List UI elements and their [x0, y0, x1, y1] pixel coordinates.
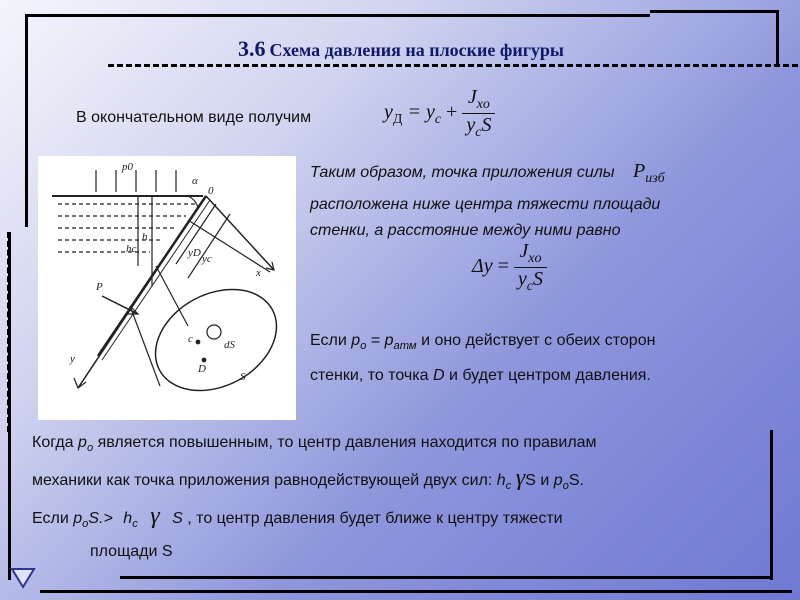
- intro-text: В окончательном виде получим: [76, 109, 312, 126]
- paragraph-1: [310, 158, 770, 244]
- paragraph-1-line-2: расположена ниже центра тяжести площади: [310, 196, 661, 213]
- frame-top-line: [25, 14, 650, 17]
- paragraph-3-line-2: механики как точка приложения равнодействующей двух сил: $h_c$ γS и $p_oS$.: [32, 465, 584, 493]
- paragraph-3: [32, 428, 772, 501]
- proj-line-3: [188, 220, 270, 272]
- label-alpha: α: [192, 175, 198, 187]
- paragraph-4-line-1: Если $p_oS.> h_c$ γ S , то центр давления будет ближе к центру тяжести: [32, 503, 563, 531]
- frame-bottom-line: [120, 576, 773, 579]
- ds-element: [207, 325, 221, 339]
- label-h: h: [142, 231, 148, 243]
- label-yd: yD: [188, 247, 201, 259]
- paragraph-1-line-1: Таким образом, точка приложения силы $P_{изб}$: [310, 160, 665, 186]
- formula2-lhs: Δy: [472, 255, 493, 278]
- paragraph-2-line-1: Если $p_o = p_{атм}$ и оно действует с обеих сторон: [310, 332, 656, 353]
- label-x: x: [256, 267, 261, 279]
- d-point: [202, 358, 206, 362]
- slide-nav-button[interactable]: [10, 566, 36, 595]
- frame-left-line: [25, 14, 28, 227]
- paragraph-3-line-1: Когда $p_o$ является повышенным, то центр давления находится по правилам: [32, 434, 597, 455]
- formula1-lhs: $y_Д$: [384, 101, 403, 128]
- label-y: y: [70, 353, 75, 365]
- frame-bottom-outer-line: [40, 590, 792, 593]
- frame-top-right-line: [650, 10, 779, 13]
- formula1-eq: = $y_c$: [407, 101, 442, 128]
- triangle-down-icon: [10, 566, 36, 590]
- paragraph-4: [32, 502, 772, 566]
- label-ds: dS: [224, 339, 235, 351]
- label-p: P: [96, 281, 103, 293]
- frame-right-top-line: [776, 10, 779, 66]
- label-yc: yc: [202, 253, 212, 265]
- pressure-diagram: [38, 156, 296, 420]
- pressure-diagram-svg: [38, 156, 296, 420]
- paragraph-4-line-2: площади S: [90, 543, 173, 561]
- formula-yd: [384, 86, 495, 141]
- frame-left-lower-line: [8, 232, 11, 580]
- alpha-arc: [188, 196, 198, 208]
- formula1-plus: +: [446, 101, 458, 124]
- title-underline-dashed: [108, 64, 798, 67]
- label-d: D: [198, 363, 206, 375]
- formula2-eq: =: [497, 255, 509, 278]
- paragraph-2-line-2: стенки, то точка D и будет центром давления.: [310, 367, 651, 385]
- page-title: [238, 36, 564, 62]
- plate-outline: [138, 269, 294, 410]
- label-hc: hc: [126, 243, 137, 255]
- label-p0: p0: [122, 161, 133, 173]
- paragraph-1-line-3: стенки, а расстояние между ними равно: [310, 222, 621, 239]
- formula2-fraction: $\frac{J_{xo}}{y_cS}$: [514, 240, 547, 295]
- center-point: [196, 340, 200, 344]
- title-text: Схема давления на плоские фигуры: [269, 40, 564, 60]
- paragraph-2: [310, 326, 772, 391]
- label-o: 0: [208, 185, 214, 197]
- x-axis: [206, 196, 274, 270]
- label-c: c: [188, 333, 193, 345]
- formula1-fraction: $\frac{J_{xo}}{y_cS}$: [462, 86, 495, 141]
- formula-delta-y: [472, 240, 547, 295]
- title-number: 3.6: [238, 36, 266, 61]
- label-s: S: [240, 371, 246, 383]
